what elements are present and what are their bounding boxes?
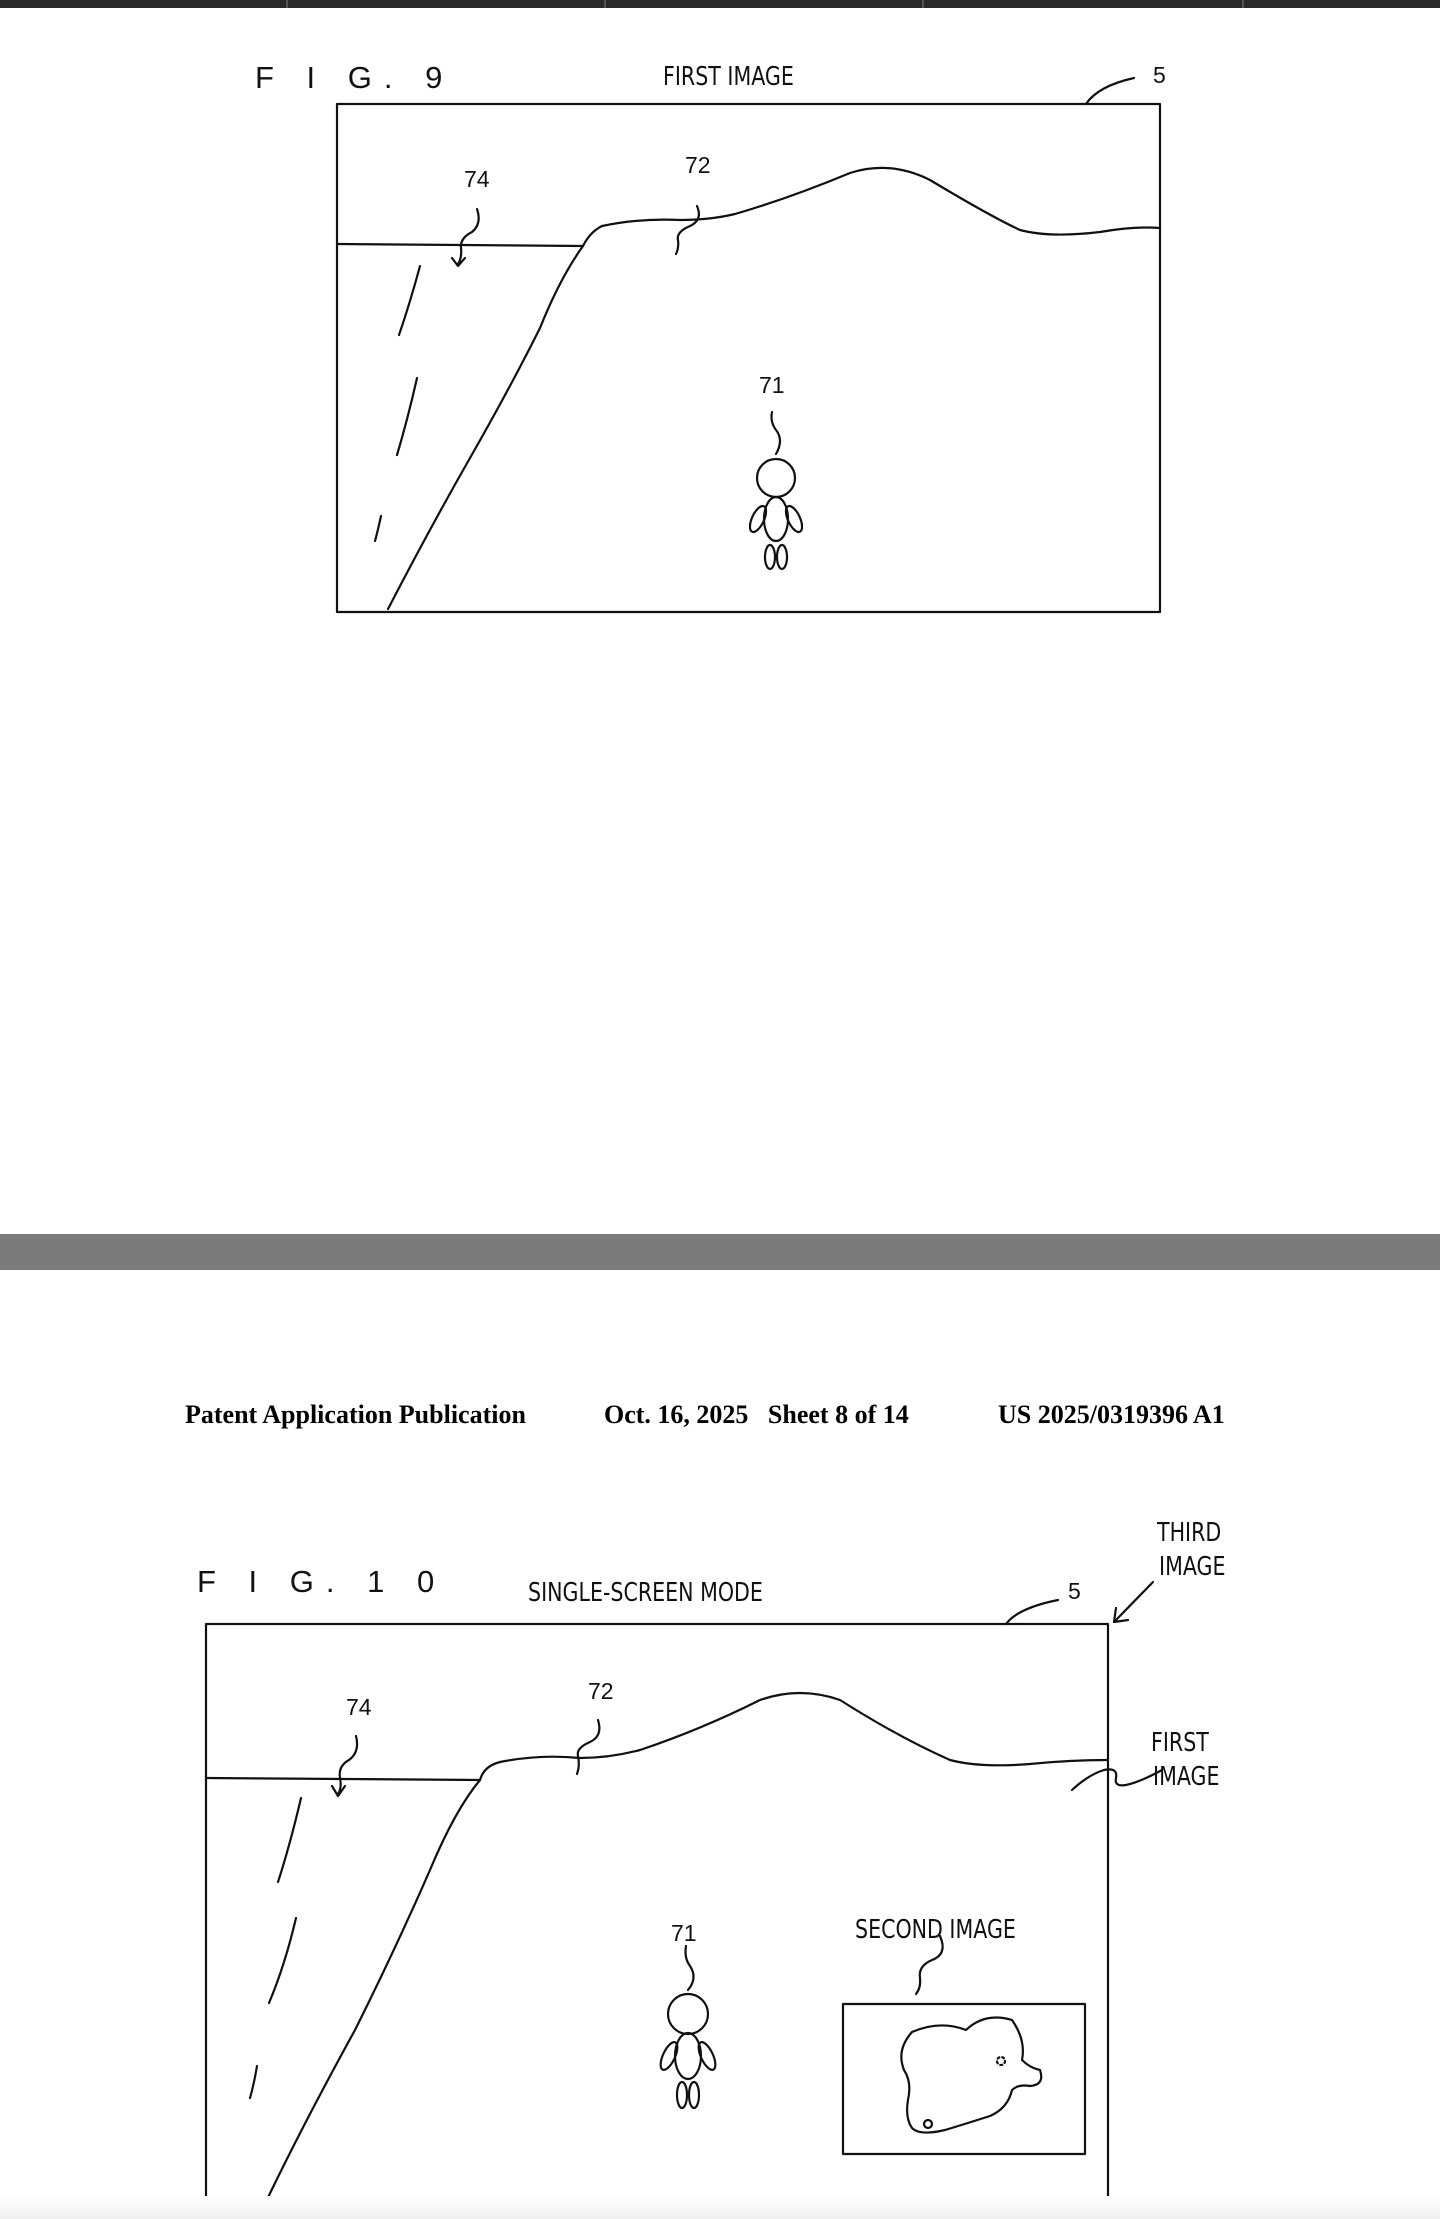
fig10-ref-cliff: 74: [346, 1694, 372, 1720]
fig10-map-target-marker: [997, 2057, 1005, 2065]
fig10-character: [657, 1994, 719, 2108]
page-separator: [0, 1234, 1440, 1270]
fig9-caption: FIRST IMAGE: [663, 62, 794, 92]
fig10-third-image-line2: IMAGE: [1159, 1552, 1226, 1582]
fig10-ref-screen: 5: [1068, 1578, 1081, 1604]
fig10-first-image-line2: IMAGE: [1153, 1762, 1220, 1792]
fig10-cliff-dash: [250, 2066, 257, 2098]
fig10-ref-ground: 72: [588, 1678, 614, 1704]
header-publication: Patent Application Publication: [185, 1400, 526, 1429]
document-page-fig9: [0, 8, 1440, 1234]
fig10-cliff-dash: [278, 1798, 301, 1882]
fig9-ref-cliff: 74: [464, 166, 490, 192]
fig9-ref-ground: 72: [685, 152, 711, 178]
fig9-ref74-leader: [458, 209, 479, 264]
fig9-character: [747, 459, 806, 569]
toolbar-divider: [604, 0, 606, 8]
toolbar-divider: [286, 0, 288, 8]
fig9-ref-screen: 5: [1153, 62, 1166, 88]
fig10-ref72-leader: [577, 1720, 599, 1774]
fig10-mode-caption: SINGLE-SCREEN MODE: [528, 1578, 763, 1608]
fig9-cliff-dash: [375, 516, 381, 541]
fig9-ref71-leader: [772, 412, 781, 454]
fig10-ref-character: 71: [671, 1920, 697, 1946]
fig9-hill-ridge: [583, 168, 1160, 246]
fig10-horizon-line: [206, 1778, 480, 1780]
fig10-first-image-leader: [1072, 1769, 1162, 1790]
fig10-map-landmass: [901, 2018, 1041, 2133]
viewer-top-bar: [0, 0, 1440, 8]
toolbar-divider: [1242, 0, 1244, 8]
header-date-sheet: Oct. 16, 2025 Sheet 8 of 14: [604, 1400, 909, 1429]
fig10-cliff-edge: [262, 1780, 480, 2210]
fig9-ref5-leader: [1086, 78, 1134, 104]
fig9-drawing: [0, 8, 1440, 1234]
fig10-drawing: [0, 1270, 1440, 2219]
fig9-cliff-dash: [399, 266, 420, 335]
fig9-screen-frame: [337, 104, 1160, 612]
fig10-third-image-arrow: [1116, 1582, 1153, 1620]
fig9-ref-character: 71: [759, 372, 785, 398]
fig10-second-image-label: SECOND IMAGE: [855, 1915, 1016, 1945]
fig10-ref5-leader: [1006, 1600, 1058, 1624]
fig9-ref72-leader: [676, 206, 699, 254]
fig10-third-image-line1: THIRD: [1157, 1518, 1222, 1548]
document-page-fig10: [0, 1270, 1440, 2219]
fig10-map-player-marker: [924, 2120, 932, 2128]
fig10-label: F I G. 1 0: [197, 1564, 447, 1599]
fig10-ref74-leader: [338, 1736, 357, 1794]
header-number: US 2025/0319396 A1: [998, 1400, 1225, 1429]
viewer-bottom-edge: [0, 2196, 1440, 2219]
fig10-ref71-leader: [686, 1946, 694, 1990]
fig10-hill-ridge: [480, 1693, 1108, 1780]
fig9-cliff-dash: [397, 378, 417, 455]
fig10-first-image-line1: FIRST: [1151, 1728, 1209, 1758]
fig9-cliff-edge: [388, 246, 583, 609]
toolbar-divider: [922, 0, 924, 8]
fig9-label: F I G. 9: [255, 60, 455, 95]
fig10-cliff-dash: [269, 1918, 296, 2003]
fig10-second-image-frame: [843, 2004, 1085, 2154]
